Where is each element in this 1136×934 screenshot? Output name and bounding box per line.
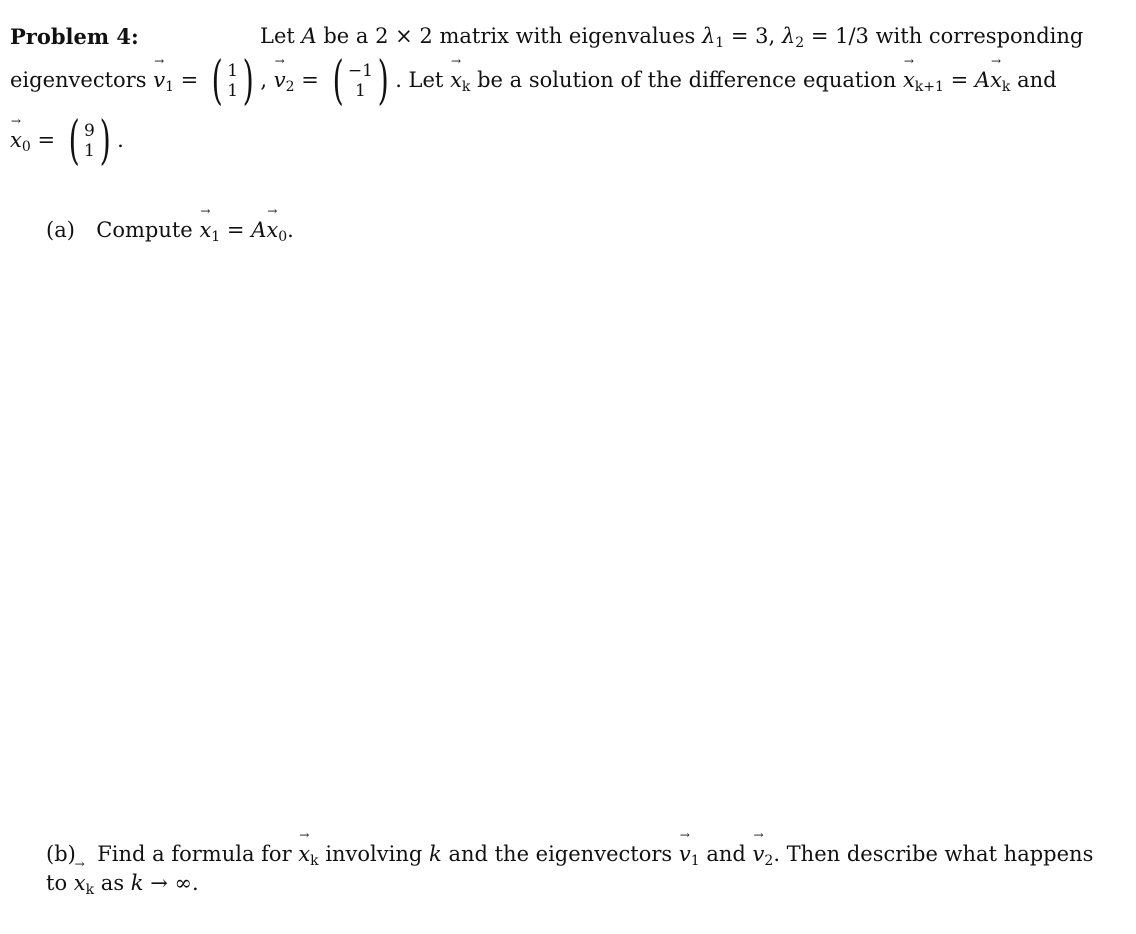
vector-entry: 1: [354, 81, 366, 102]
right-paren: ): [377, 51, 389, 111]
subscript: k: [461, 78, 471, 95]
vector-entry: 1: [84, 141, 95, 162]
part-b-label: (b): [46, 842, 76, 866]
variable-k: k: [130, 871, 144, 895]
part-b-line-2: [46, 871, 199, 899]
right-paren: ): [99, 111, 111, 171]
subscript: 1: [165, 78, 174, 95]
intro-text: = 1/3 with corresponding: [810, 24, 1084, 48]
vector-symbol: → x: [450, 68, 462, 93]
vector-entry: 9: [84, 121, 95, 142]
vector-symbol: → x: [74, 871, 86, 896]
vector-entries: [227, 61, 238, 101]
intro-text: be a 2 × 2 matrix with eigenvalues: [323, 24, 696, 48]
intro-text: Let: [260, 24, 295, 48]
part-b-text: as: [100, 871, 125, 895]
vector-symbol: → v: [753, 842, 765, 867]
period: .: [287, 218, 294, 242]
vector-entries: [84, 121, 95, 161]
intro-text: = 3,: [730, 24, 776, 48]
right-paren: ): [242, 51, 254, 111]
vector-symbol: → v: [679, 842, 691, 867]
subscript: k: [1001, 78, 1011, 95]
subscript: k: [310, 853, 319, 869]
part-b-line-1: [46, 842, 1093, 870]
vector-symbol: → v: [274, 68, 286, 93]
left-paren: (: [211, 51, 223, 111]
variable-k: k: [429, 842, 442, 866]
lambda-symbol: λ: [701, 24, 716, 48]
left-paren: (: [332, 51, 344, 111]
intro-text: be a solution of the difference equation: [477, 67, 897, 92]
part-a-label: (a): [46, 218, 75, 242]
problem-header-line: [10, 24, 139, 50]
vector-entry: −1: [347, 61, 373, 82]
subscript: k: [85, 882, 95, 898]
intro-line-1: [260, 24, 1083, 52]
part-b-text: to: [46, 871, 68, 895]
equals: =: [37, 127, 56, 152]
vector-symbol: → x: [903, 68, 915, 93]
vector-symbol: → v: [153, 68, 165, 93]
equals: =: [301, 67, 319, 92]
subscript: 0: [21, 138, 31, 155]
part-b-text: . Then describe what happens: [773, 842, 1094, 866]
part-b-text: and the eigenvectors: [448, 842, 673, 866]
matrix-symbol: A: [251, 218, 267, 242]
vector-entry: 1: [227, 61, 239, 82]
part-b-text: and: [706, 842, 746, 866]
limit-arrow: → ∞.: [150, 871, 199, 895]
part-a-text: Compute: [96, 218, 193, 242]
lambda-symbol: λ: [781, 24, 796, 48]
equals: =: [180, 67, 199, 92]
intro-text: and: [1017, 67, 1057, 92]
vector-symbol: → x: [990, 68, 1002, 93]
intro-text: eigenvectors: [10, 67, 147, 92]
initial-vector-column: [64, 111, 115, 171]
subscript: 1: [690, 853, 700, 869]
comma: ,: [260, 67, 268, 92]
intro-line-2: [10, 51, 1057, 111]
matrix-symbol: A: [974, 67, 991, 92]
subscript: 2: [285, 78, 295, 95]
subscript: 0: [278, 229, 288, 245]
left-paren: (: [68, 111, 80, 171]
part-b-text: Find a formula for: [97, 842, 292, 866]
subscript: 2: [764, 853, 774, 869]
intro-text: . Let: [395, 67, 444, 92]
vector-entry: 1: [227, 81, 239, 102]
vector-symbol: → x: [199, 218, 211, 243]
eigenvector-1-column: [207, 51, 258, 111]
intro-line-3: [10, 111, 124, 171]
subscript: k+1: [914, 78, 944, 95]
matrix-symbol: A: [301, 24, 317, 48]
period: .: [117, 127, 124, 152]
vector-symbol: → x: [10, 128, 22, 153]
equals: =: [226, 218, 245, 242]
problem-label: Problem 4:: [10, 24, 139, 49]
part-a: [46, 218, 294, 246]
subscript: 2: [795, 35, 805, 51]
vector-symbol: → x: [266, 218, 278, 243]
vector-entries: [348, 61, 373, 101]
equals: =: [950, 67, 969, 92]
subscript: 1: [715, 35, 725, 51]
subscript: 1: [211, 229, 221, 245]
eigenvector-2-column: [328, 51, 394, 111]
vector-symbol: → x: [298, 842, 310, 867]
part-b-text: involving: [325, 842, 423, 866]
